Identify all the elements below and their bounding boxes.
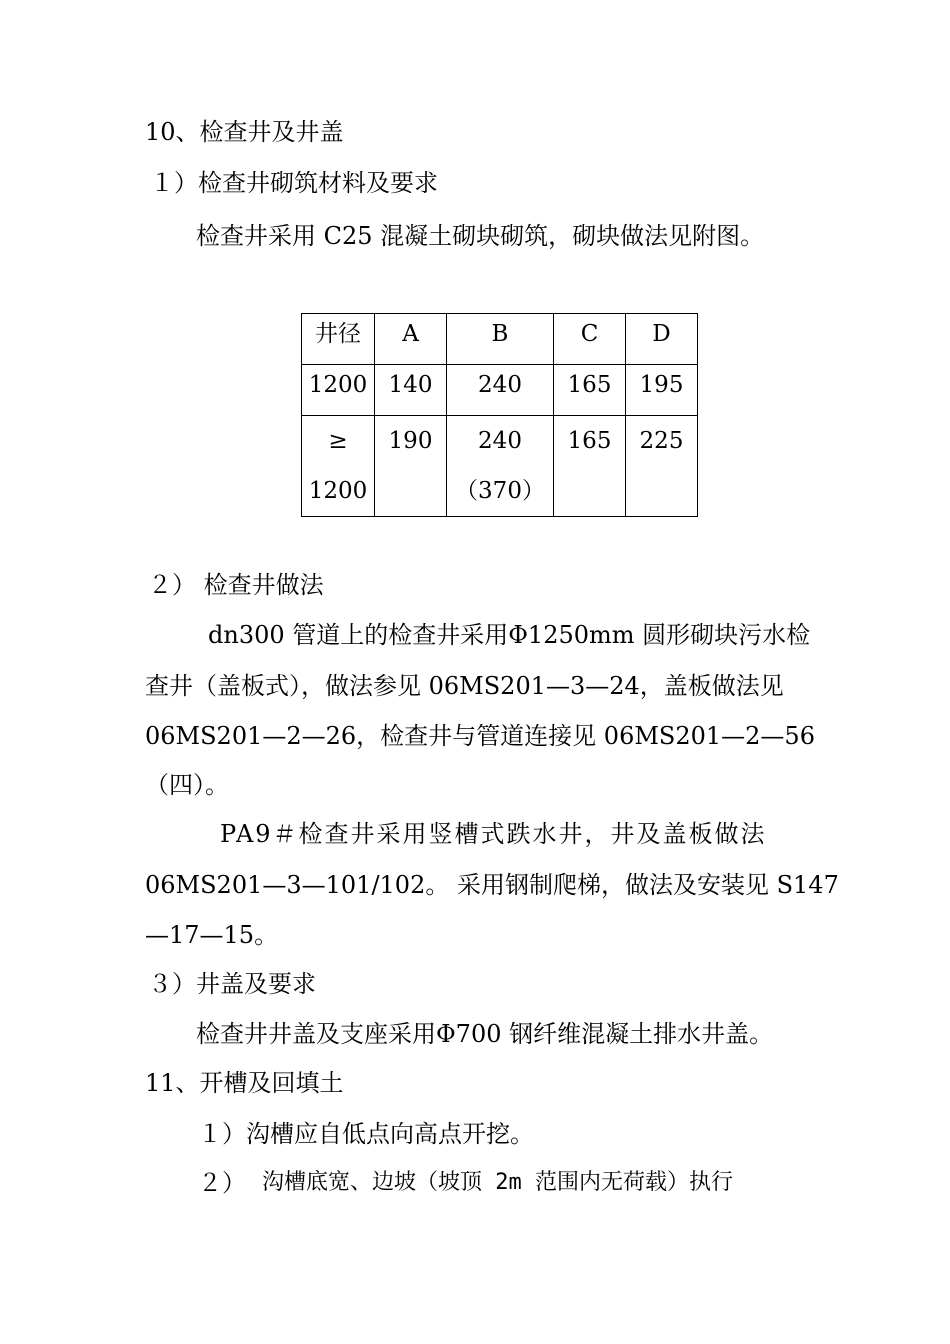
well-dimension-table — [301, 313, 698, 517]
cell-line: 240 — [478, 428, 522, 454]
paragraph-line: 06MS201—3—101/102。 采用钢制爬梯，做法及安装见 S147 — [145, 871, 839, 899]
paragraph-line: 查井（盖板式），做法参见 06MS201—3—24，盖板做法见 — [145, 672, 784, 700]
cell-line: 190 — [388, 428, 433, 454]
section-10-1-heading: １）检查井砌筑材料及要求 — [150, 169, 438, 197]
table-header-row — [302, 314, 698, 365]
section-11-title: 11、开槽及回填土 — [145, 1069, 344, 1097]
table-cell — [375, 416, 447, 517]
table-cell: 1200 — [302, 365, 375, 416]
table-header-cell: B — [447, 314, 554, 365]
paragraph-line: 06MS201—2—26，检查井与管道连接见 06MS201—2—56 — [145, 722, 815, 750]
table-row — [302, 365, 698, 416]
table-cell — [554, 416, 626, 517]
table-cell: 240 — [447, 365, 554, 416]
section-10-title: 10、检查井及井盖 — [145, 118, 344, 146]
table-cell: 165 — [554, 365, 626, 416]
table-cell: 140 — [375, 365, 447, 416]
cell-line: 225 — [639, 428, 684, 454]
section-11-item-2-text: 沟槽底宽、边坡（坡顶 2m 范围内无荷载）执行 — [262, 1170, 733, 1195]
section-11-item-1: １）沟槽应自低点向高点开挖。 — [198, 1120, 534, 1148]
section-11-item-2-label: ２） — [198, 1169, 246, 1197]
table-row — [302, 416, 698, 517]
paragraph-line: （四）。 — [145, 771, 229, 799]
paragraph-line: PA9＃检查井采用竖槽式跌水井，井及盖板做法 — [220, 820, 767, 848]
section-10-3-heading: ３）井盖及要求 — [148, 970, 316, 998]
table-header-cell: C — [554, 314, 626, 365]
table-cell — [302, 416, 375, 517]
table-header-cell: 井径 — [302, 314, 375, 365]
table-header-cell: D — [626, 314, 698, 365]
cell-line: 1200 — [308, 478, 368, 504]
table-cell — [626, 416, 698, 517]
paragraph-line: dn300 管道上的检查井采用Φ1250mm 圆形砌块污水检 — [208, 621, 811, 649]
section-10-2-heading: ２） 检查井做法 — [148, 571, 324, 599]
cell-line: 165 — [567, 428, 612, 454]
cell-line: （370） — [455, 478, 545, 504]
table-cell: 195 — [626, 365, 698, 416]
section-10-1-text: 检查井采用 C25 混凝土砌块砌筑，砌块做法见附图。 — [196, 222, 765, 250]
paragraph-line: —17—15。 — [145, 921, 279, 949]
table-header-cell: A — [375, 314, 447, 365]
section-10-3-text: 检查井井盖及支座采用Φ700 钢纤维混凝土排水井盖。 — [196, 1020, 774, 1048]
table-cell — [447, 416, 554, 517]
cell-line: ≥ — [328, 428, 348, 454]
